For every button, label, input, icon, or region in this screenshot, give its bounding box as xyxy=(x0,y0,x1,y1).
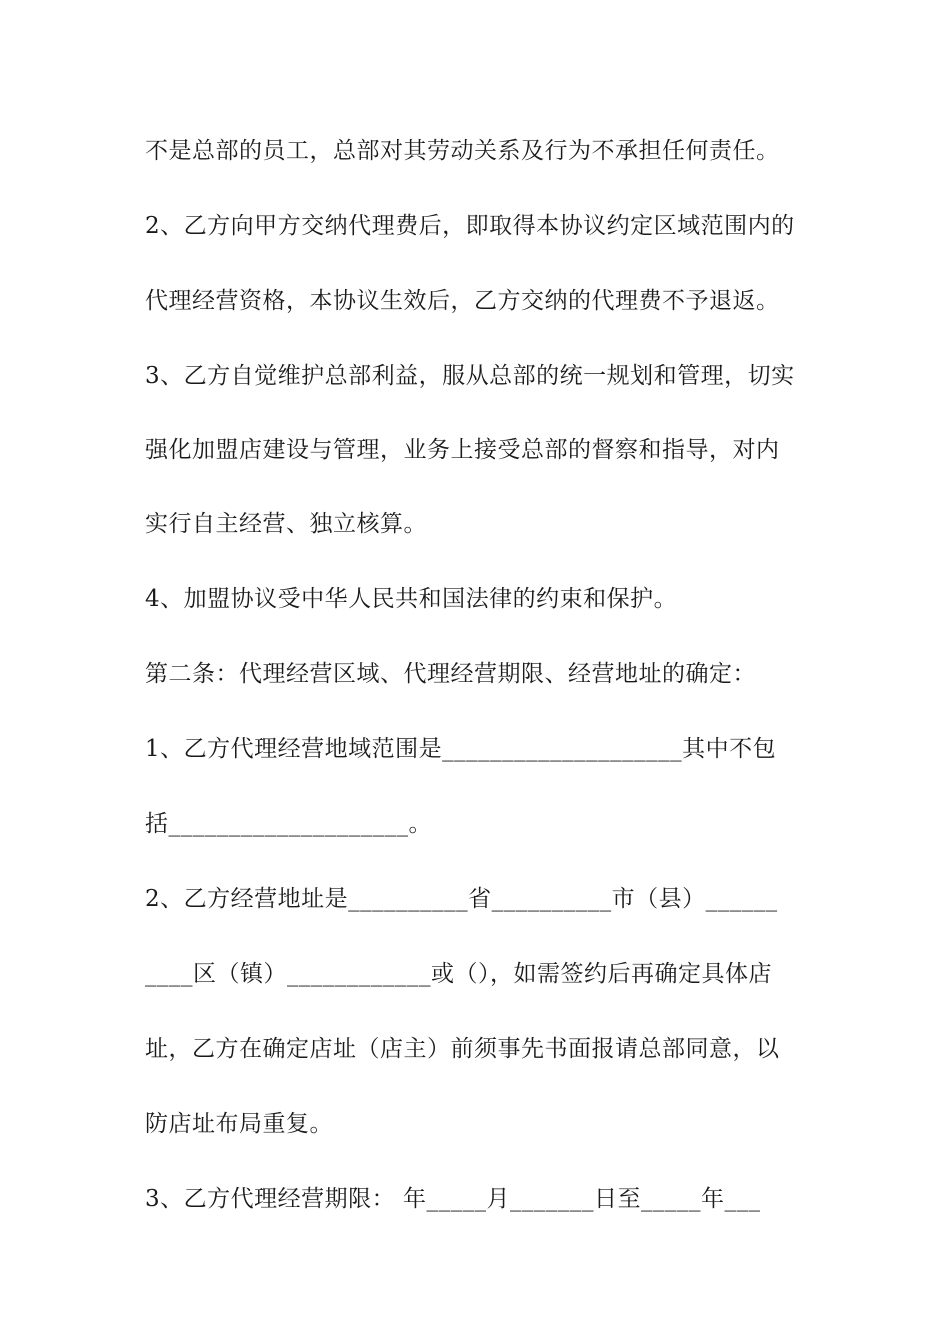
text-line-14: 防店址布局重复。 xyxy=(145,1111,333,1137)
text-line-2: 2、乙方向甲方交纳代理费后，即取得本协议约定区域范围内的 xyxy=(145,213,795,239)
text-line-4: 3、乙方自觉维护总部利益，服从总部的统一规划和管理，切实 xyxy=(145,363,795,389)
text-line-3: 代理经营资格，本协议生效后，乙方交纳的代理费不予退返。 xyxy=(145,288,780,314)
text-line-13: 址，乙方在确定店址（店主）前须事先书面报请总部同意，以 xyxy=(145,1036,780,1062)
text-line-7: 4、加盟协议受中华人民共和国法律的约束和保护。 xyxy=(145,586,678,612)
text-line-11: 2、乙方经营地址是__________省__________市（县）______ xyxy=(145,886,778,912)
text-line-5: 强化加盟店建设与管理，业务上接受总部的督察和指导，对内 xyxy=(145,437,780,463)
text-line-15: 3、乙方代理经营期限： 年_____月_______日至_____年___ xyxy=(145,1186,761,1212)
section-heading-article-2: 第二条：代理经营区域、代理经营期限、经营地址的确定： xyxy=(145,661,756,687)
text-line-9: 1、乙方代理经营地域范围是____________________其中不包 xyxy=(145,736,777,762)
text-line-10: 括____________________。 xyxy=(145,811,432,837)
text-line-1: 不是总部的员工，总部对其劳动关系及行为不承担任何责任。 xyxy=(145,138,780,164)
text-line-6: 实行自主经营、独立核算。 xyxy=(145,511,427,537)
text-line-12: ____区（镇）____________或（），如需签约后再确定具体店 xyxy=(145,961,772,987)
